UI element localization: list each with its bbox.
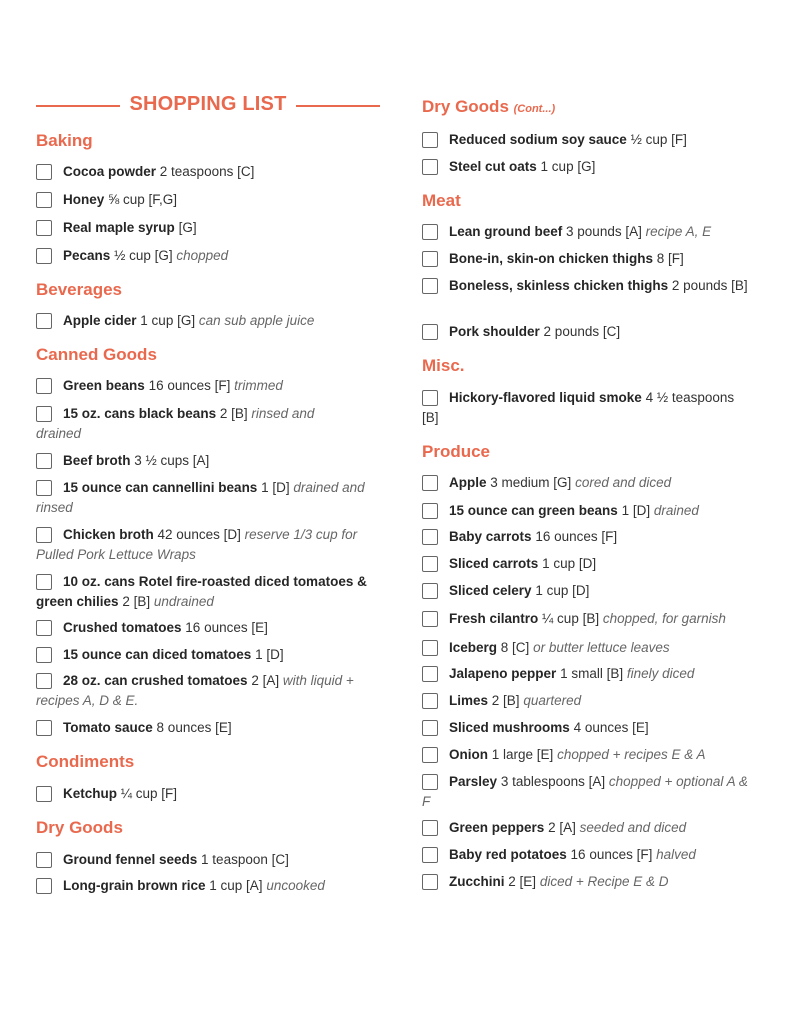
checkbox[interactable] bbox=[36, 378, 52, 394]
heading-baking: Baking bbox=[36, 131, 93, 150]
checkbox[interactable] bbox=[36, 786, 52, 802]
heading-misc: Misc. bbox=[422, 356, 465, 375]
checkbox[interactable] bbox=[36, 720, 52, 736]
checkbox[interactable] bbox=[422, 820, 438, 836]
heading-meat: Meat bbox=[422, 191, 461, 210]
checkbox[interactable] bbox=[36, 164, 52, 180]
checkbox[interactable] bbox=[422, 583, 438, 599]
checkbox[interactable] bbox=[422, 611, 438, 627]
checkbox[interactable] bbox=[422, 224, 438, 240]
checkbox[interactable] bbox=[422, 503, 438, 519]
checkbox[interactable] bbox=[422, 666, 438, 682]
heading-dry-goods: Dry Goods bbox=[36, 818, 123, 837]
checkbox[interactable] bbox=[422, 529, 438, 545]
heading-produce: Produce bbox=[422, 442, 491, 461]
checkbox[interactable] bbox=[422, 278, 438, 294]
title-block bbox=[36, 92, 380, 118]
heading-canned-goods: Canned Goods bbox=[36, 345, 157, 364]
checkbox[interactable] bbox=[422, 475, 438, 491]
checkbox[interactable] bbox=[36, 192, 52, 208]
title-rule-right bbox=[296, 105, 380, 107]
checkbox[interactable] bbox=[422, 847, 438, 863]
checkbox[interactable] bbox=[36, 852, 52, 868]
checkbox[interactable] bbox=[422, 251, 438, 267]
checkbox[interactable] bbox=[422, 324, 438, 340]
checkbox[interactable] bbox=[36, 313, 52, 329]
checkbox[interactable] bbox=[36, 220, 52, 236]
checkbox[interactable] bbox=[36, 620, 52, 636]
checkbox[interactable] bbox=[422, 132, 438, 148]
checkbox[interactable] bbox=[36, 248, 52, 264]
checkbox[interactable] bbox=[422, 747, 438, 763]
checkbox[interactable] bbox=[422, 874, 438, 890]
checkbox[interactable] bbox=[422, 159, 438, 175]
page-title: SHOPPING LIST bbox=[129, 93, 287, 115]
checkbox[interactable] bbox=[422, 556, 438, 572]
checkbox[interactable] bbox=[36, 647, 52, 663]
checkbox[interactable] bbox=[422, 693, 438, 709]
checkbox[interactable] bbox=[422, 720, 438, 736]
heading-dry-goods-cont: Dry Goods (Cont...) bbox=[422, 97, 556, 116]
heading-condiments: Condiments bbox=[36, 752, 135, 771]
shopping-list-page: SHOPPING LIST Baking Cocoa powder 2 teaspoons [C] Honey ⅝ cup [F,G] Real maple syrup [G] Pecans ½ cup [G] chopped Beverages Apple cider 1 cup [G] can sub apple juice Canned Goods Green beans 16 ounces [F] trimmed 15 oz. cans black beans 2 [B] rinsed and drained Beef broth 3 ½ cups [A] 15 ounce can cannellini beans 1 [D] drained and rinsed Chicken broth 42 ounces [D] reserve 1/3 cup for Pulled Pork Lettuce Wraps 10 oz. cans Rotel fire-roasted diced tomatoes & green chilies 2 [B] undrained Crushed tomatoes 16 ounces [E] 15 ounce can diced tomatoes 1 [D] 28 oz. can crushed tomatoes 2 [A] with liquid + recipes A, D & E. Tomato sauce 8 ounces [E] Condiments Ketchup ¼ cup [F] Dry Goods Ground fennel seeds 1 teaspoon [C] Long-grain brown rice 1 cup [A] uncooked Dry Goods (Cont...) Reduced sodium soy sauce ½ cup [F] Steel cut oats 1 cup [G] Meat Lean ground beef 3 pounds [A] recipe A, E Bone-in, skin-on chicken thighs 8 [F] Boneless, skinless chicken thighs 2 pounds [B] Pork shoulder 2 pounds [C] Misc. Hickory-flavored liquid smoke 4 ½ teaspoons [B] Produce Apple 3 medium [G] cored and diced 15 ounce can green beans 1 [D] drained Baby carrots 16 ounces [F] Sliced carrots 1 cup [D] Sliced celery 1 cup [D] Fresh cilantro ¼ cup [B] chopped, for garnish Iceberg 8 [C] or butter lettuce leaves Jalapeno pepper 1 small [B] finely diced Limes 2 [B] quartered Sliced mushrooms 4 ounces [E] Onion 1 large [E] chopped + recipes E & A Parsley 3 tablespoons [A] chopped + optional A & F Green peppers 2 [A] seeded and diced Baby red potatoes 16 ounces [F] halved Zucchini 2 [E] diced + Recipe E & D bbox=[36, 93, 748, 893]
checkbox[interactable] bbox=[422, 640, 438, 656]
heading-beverages: Beverages bbox=[36, 280, 123, 299]
checkbox[interactable] bbox=[36, 453, 52, 469]
checkbox[interactable] bbox=[36, 878, 52, 894]
